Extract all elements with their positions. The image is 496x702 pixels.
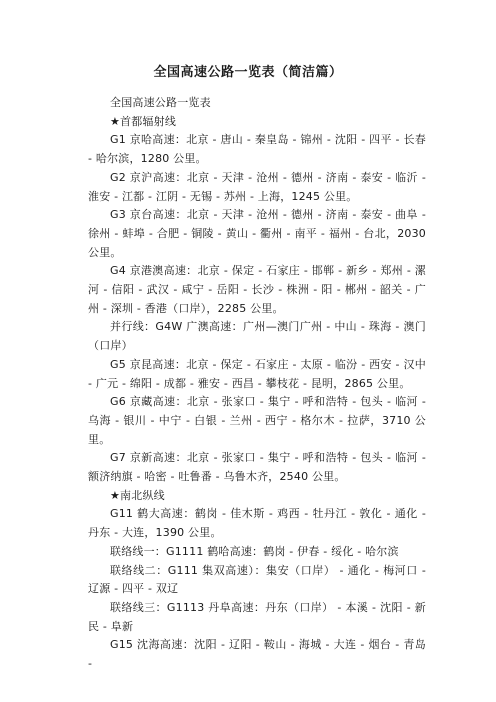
paragraph-g111: 联络线二：G111 集双高速）：集安（口岸） - 通化 - 梅河口 - 辽源 - 四平 - 双辽 — [88, 563, 426, 596]
paragraph-g3: G3 京台高速：北京 - 天津 - 沧州 - 德州 - 济南 - 泰安 - 曲阜 - 徐州 - 蚌埠 - 合肥 - 铜陵 - 黄山 - 衢州 - 南平 - 福州 - 台北，2030 公里。 — [88, 208, 426, 259]
paragraph-g11: G11 鹤大高速：鹤岗 - 佳木斯 - 鸡西 - 牡丹江 - 敦化 - 通化 - 丹东 - 大连，1390 公里。 — [88, 507, 426, 540]
paragraph-g1: G1 京哈高速：北京 - 唐山 - 秦皇岛 - 锦州 - 沈阳 - 四平 - 长春 - 哈尔滨，1280 公里。 — [88, 133, 426, 166]
paragraph-g4w: 并行线：G4W 广澳高速：广州—澳门广州 - 中山 - 珠海 - 澳门（口岸） — [88, 320, 426, 353]
section-heading-north-south: ★南北纵线 — [110, 488, 165, 502]
paragraph-g7: G7 京新高速：北京 - 张家口 - 集宁 - 呼和浩特 - 包头 - 临河 - 额济纳旗 - 哈密 - 吐鲁番 - 乌鲁木齐，2540 公里。 — [88, 451, 426, 484]
document-title: 全国高速公路一览表（简洁篇） — [153, 65, 343, 80]
section-heading-capital-radials: ★首都辐射线 — [110, 114, 177, 128]
paragraph-g5: G5 京昆高速：北京 - 保定 - 石家庄 - 太原 - 临汾 - 西安 - 汉中 - 广元 - 绵阳 - 成都 - 雅安 - 西昌 - 攀枝花 - 昆明，2865 公里。 — [88, 357, 426, 390]
document-body — [88, 94, 426, 674]
paragraph-g4: G4 京港澳高速：北京 - 保定 - 石家庄 - 邯郸 - 新乡 - 郑州 - 漯河 - 信阳 - 武汉 - 咸宁 - 岳阳 - 长沙 - 株洲 - 阳 - 郴州 - 韶关 - 广州 - 深圳 - 香港（口岸），2285 公里。 — [88, 264, 426, 315]
paragraph-g1111: 联络线一：G1111 鹤哈高速：鹤岗 - 伊春 - 绥化 - 哈尔滨 — [110, 544, 399, 558]
paragraph-g15: G15 沈海高速：沈阳 - 辽阳 - 鞍山 - 海城 - 大连 - 烟台 - 青岛 - — [88, 638, 426, 671]
paragraph-g1113: 联络线三：G1113 丹阜高速：丹东（口岸） - 本溪 - 沈阳 - 新民 - 阜新 — [88, 600, 426, 633]
paragraph-heading: 全国高速公路一览表 — [110, 96, 211, 109]
paragraph-g6: G6 京藏高速：北京 - 张家口 - 集宁 - 呼和浩特 - 包头 - 临河 - 乌海 - 银川 - 中宁 - 白银 - 兰州 - 西宁 - 格尔木 - 拉萨，3710 公里。 — [88, 395, 426, 446]
paragraph-g2: G2 京沪高速：北京 - 天津 - 沧州 - 德州 - 济南 - 泰安 - 临沂 - 淮安 - 江都 - 江阴 - 无锡 - 苏州 - 上海，1245 公里。 — [88, 170, 426, 203]
